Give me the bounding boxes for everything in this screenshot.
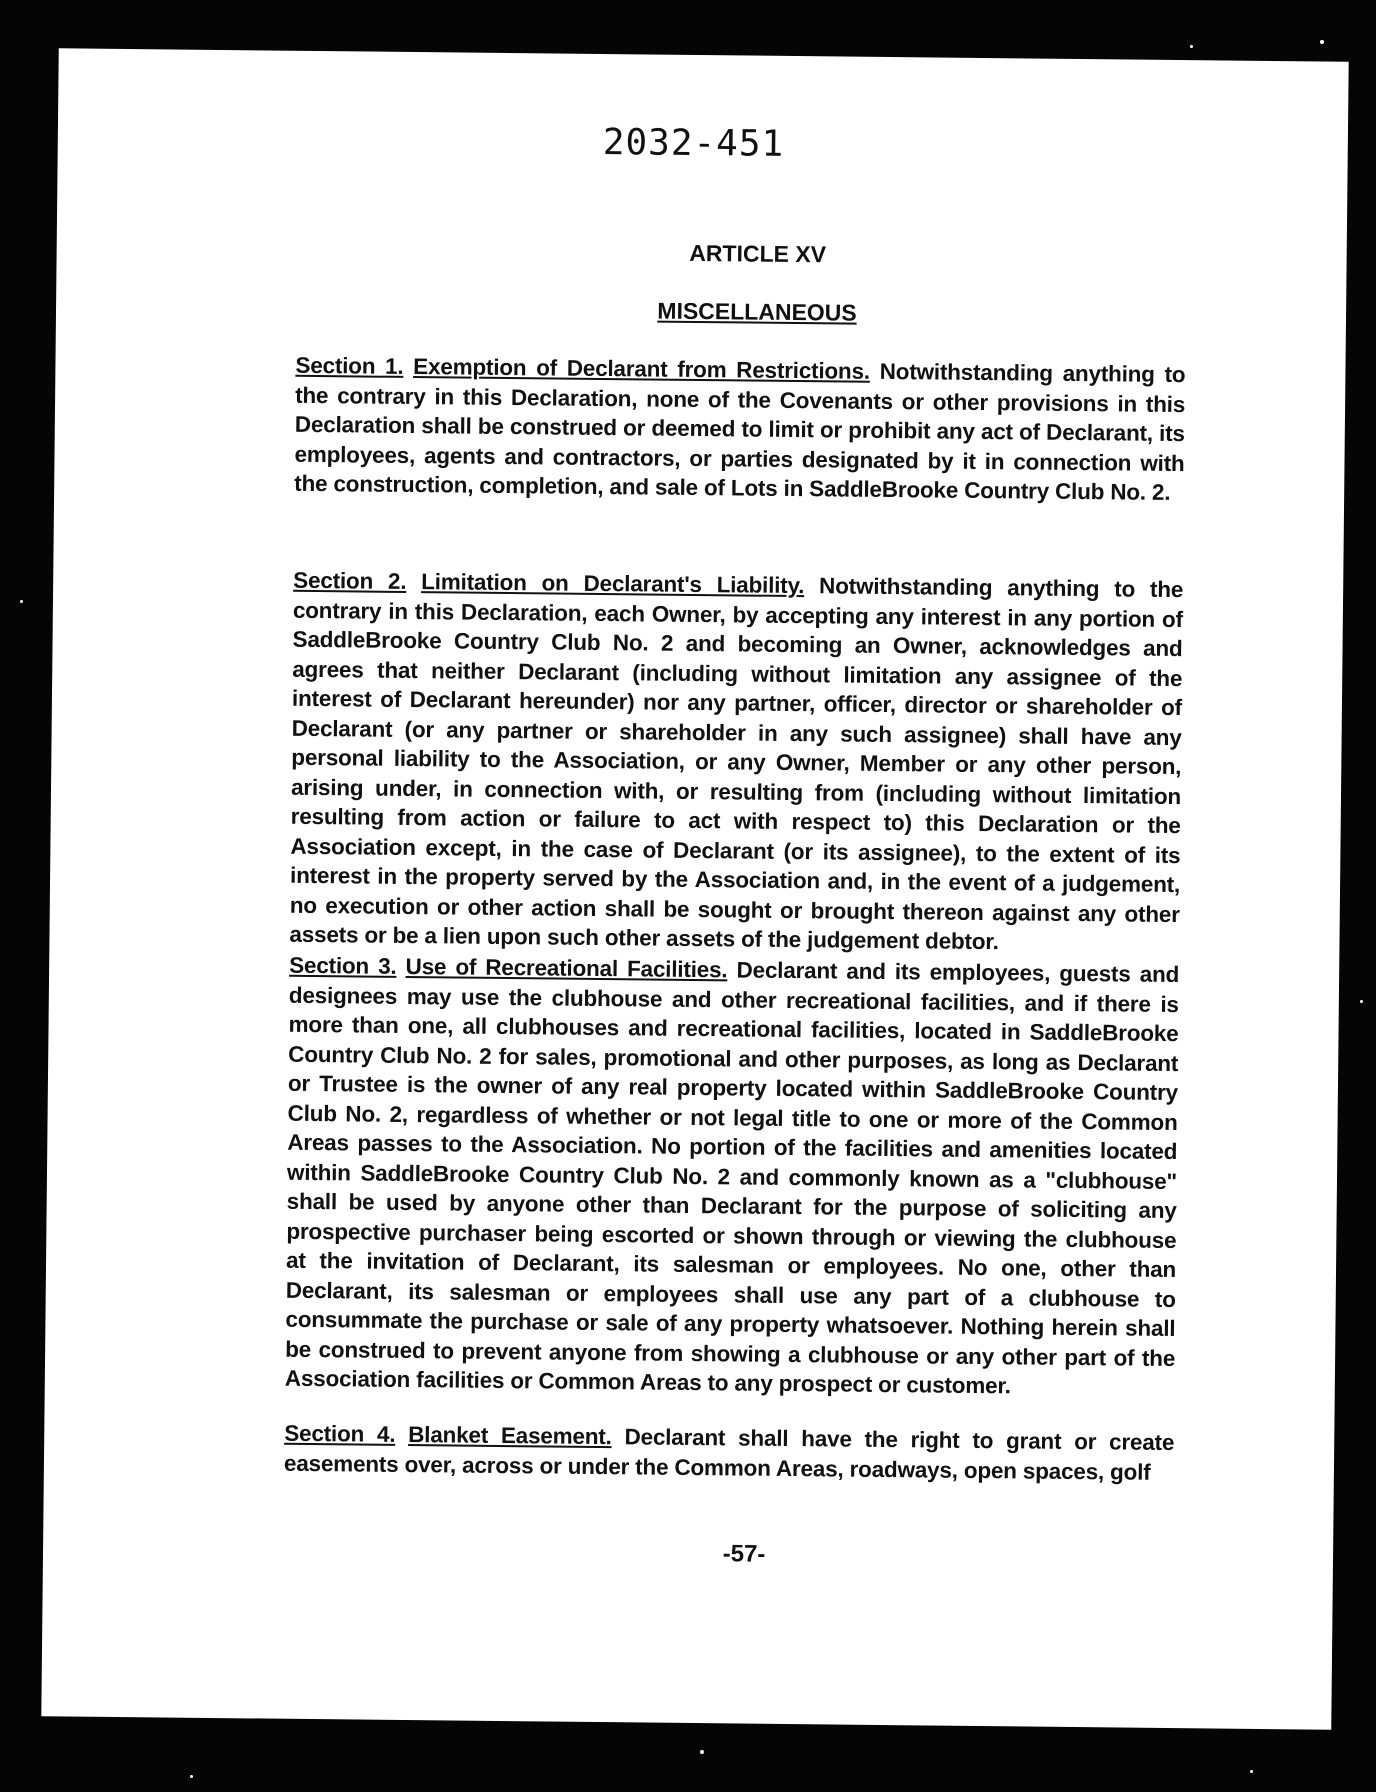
section-2-title: Limitation on Declarant's Liability. [421,569,805,599]
scan-speck [190,1775,193,1778]
scan-speck [20,600,23,603]
scan-speck [1320,40,1324,44]
section-1-heading: Section 1. [295,352,404,379]
article-subtitle: MISCELLANEOUS [657,297,857,326]
section-1 [219,350,1185,508]
section-3-heading: Section 3. [289,952,397,979]
section-4-title: Blanket Easement. [408,1422,612,1450]
section-4-body: Declarant shall have the right to grant or create easements over, across or under the Common Areas, roadways, open spaces, golf [283,1424,1175,1485]
scan-speck [1250,1770,1253,1773]
recording-stamp-number: 2032-451 [602,121,785,165]
scan-speck [1360,1000,1363,1003]
section-2-body: Notwithstanding anything to the contrary in this Declaration, each Owner, by accepting any interest in any portion of SaddleBrooke Country Club No. 2 and becoming an Owner, acknowledges and agrees that neither Declarant (including without limitation any assignee of the interest of Declarant hereunder) nor any partner, officer, director or shareholder of Declarant (or any partner or shareholder in any such assignee) shall have any personal liability to the Association, or any Owner, Member or any other person, arising under, in connection with, or resulting from (including without limitation resulting from action or failure to act with respect to) this Declaration or the Association except, in the case of Declarant (or its assignee), to the extent of its interest in the property served by the Association and, in the event of a judgement, no execution or other action shall be sought or brought thereon against any other assets or be a lien upon such other assets of the judgement debtor. [289,573,1184,955]
section-4 [209,1418,1175,1487]
section-2 [214,565,1183,959]
section-2-heading: Section 2. [293,567,407,594]
document-page [41,48,1348,1729]
page-number: -57- [722,1540,766,1568]
section-1-title: Exemption of Declarant from Restrictions. [413,354,871,384]
section-1-body: Notwithstanding anything to the contrary in this Declaration, none of the Covenants or other provisions in this Declaration shall be construed or deemed to limit or prohibit any act of Declarant, its employees, agents and contractors, or parties designated by it in connection with the construction, completion, and sale of Lots in SaddleBrooke Country Club No. 2. [294,358,1186,505]
section-3 [210,950,1180,1403]
article-title: ARTICLE XV [689,239,827,268]
scan-speck [1190,45,1193,48]
section-4-heading: Section 4. [284,1420,396,1447]
section-3-title: Use of Recreational Facilities. [405,953,728,983]
section-3-body: Declarant and its employees, guests and designees may use the clubhouse and other recreational facilities, and if there is more than one, all clubhouses and recreational facilities, located in SaddleBrooke Country Club No. 2 for sales, promotional and other purposes, as long as Declarant or Trustee is the owner of any real property located within SaddleBrooke Country Club No. 2, regardless of whether or not legal title to one or more of the Common Areas passes to the Association. No portion of the facilities and amenities located within SaddleBrooke Country Club No. 2 and commonly known as a "clubhouse" shall be used by anyone other than Declarant for the purpose of soliciting any prospective purchaser being escorted or shown through or viewing the clubhouse at the invitation of Declarant, its salesman or employees. No one, other than Declarant, its salesman or employees shall use any part of a clubhouse to consummate the purchase or sale of any property whatsoever. Nothing herein shall be construed to prevent anyone from showing a clubhouse or any other part of the Association facilities or Common Areas to any prospect or customer. [284,957,1180,1399]
scan-speck [700,1750,704,1754]
